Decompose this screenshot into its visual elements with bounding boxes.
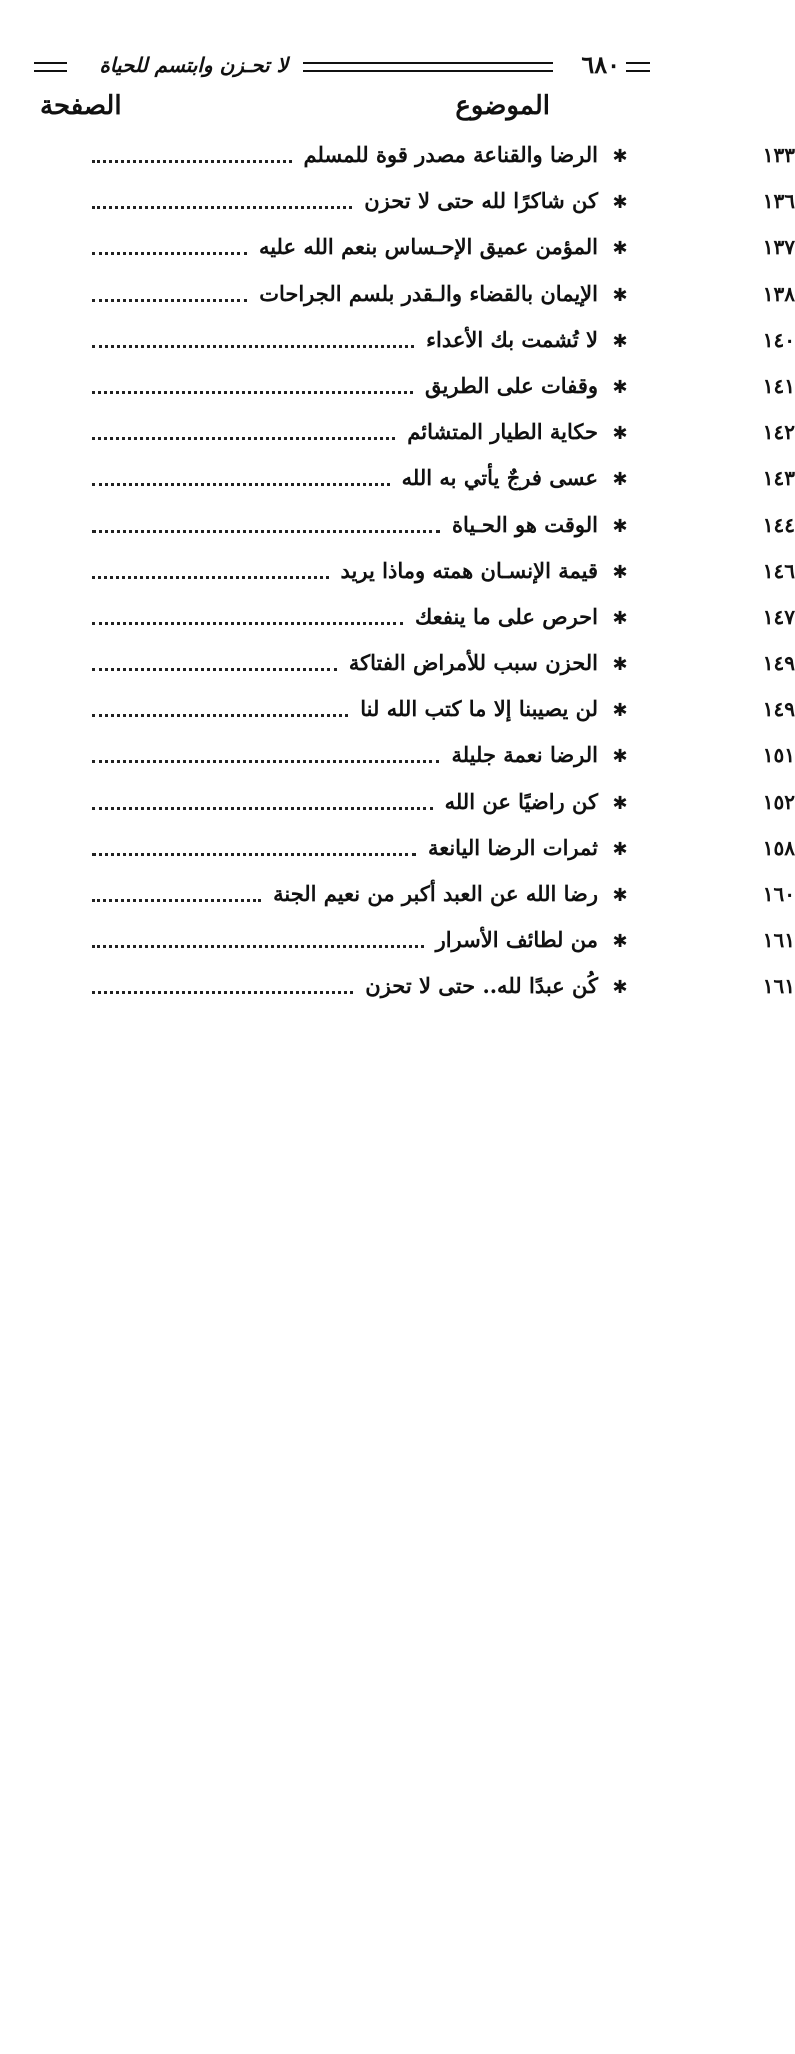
toc-entry-page-number: ١٣٦ bbox=[762, 189, 795, 214]
asterisk-bullet-icon: ✱ bbox=[612, 654, 628, 676]
asterisk-bullet-icon: ✱ bbox=[612, 607, 628, 629]
toc-entry-title: الوقت هو الحـياة bbox=[452, 511, 598, 537]
toc-entry bbox=[40, 594, 795, 640]
toc-entry bbox=[40, 455, 795, 501]
toc-entry bbox=[40, 732, 795, 778]
toc-entry bbox=[40, 548, 795, 594]
toc-entry bbox=[40, 317, 795, 363]
toc-entry-title: حكاية الطيار المتشائم bbox=[407, 419, 598, 445]
asterisk-bullet-icon: ✱ bbox=[612, 838, 628, 860]
asterisk-bullet-icon: ✱ bbox=[612, 792, 628, 814]
asterisk-bullet-icon: ✱ bbox=[612, 561, 628, 583]
asterisk-bullet-icon: ✱ bbox=[612, 885, 628, 906]
asterisk-bullet-icon: ✱ bbox=[612, 700, 628, 722]
asterisk-bullet-icon: ✱ bbox=[612, 192, 628, 214]
toc-entry-page-number: ١٤٢ bbox=[762, 420, 795, 445]
toc-entry bbox=[40, 640, 795, 686]
toc-entry-page-number: ١٥٢ bbox=[762, 789, 795, 814]
toc-entry-page-number: ١٦١ bbox=[762, 974, 795, 999]
toc-entry bbox=[40, 871, 795, 917]
toc-entry-page-number: ١٤٩ bbox=[762, 697, 795, 722]
page-number: ٦٨٠ bbox=[581, 50, 620, 79]
table-of-contents bbox=[40, 132, 795, 1010]
toc-entry bbox=[40, 686, 795, 732]
toc-entry-title: رضا الله عن العبد أكبر من نعيم الجنة bbox=[273, 881, 598, 906]
toc-entry bbox=[40, 224, 795, 270]
header-rule bbox=[34, 62, 67, 72]
toc-entry-page-number: ١٤٩ bbox=[762, 651, 795, 676]
asterisk-bullet-icon: ✱ bbox=[612, 515, 628, 537]
asterisk-bullet-icon: ✱ bbox=[612, 238, 628, 260]
toc-entry bbox=[40, 132, 795, 178]
toc-entry-page-number: ١٤١ bbox=[762, 373, 795, 398]
toc-entry-page-number: ١٣٨ bbox=[762, 281, 795, 306]
book-title: لا تحـزن وابتسم للحياة bbox=[99, 53, 288, 77]
asterisk-bullet-icon: ✱ bbox=[612, 284, 628, 306]
toc-entry-page-number: ١٣٣ bbox=[762, 143, 795, 167]
toc-entry-page-number: ١٤٦ bbox=[762, 558, 795, 583]
running-header bbox=[30, 50, 650, 80]
toc-entry-title: كن شاكرًا لله حتى لا تحزن bbox=[364, 188, 598, 214]
toc-entry bbox=[40, 502, 795, 548]
toc-entry-title: لن يصيبنا إلا ما كتب الله لنا bbox=[360, 696, 598, 722]
toc-entry-title: الحزن سبب للأمراض الفتاكة bbox=[348, 650, 598, 676]
toc-entry bbox=[40, 409, 795, 455]
toc-entry-title: قيمة الإنسـان همته وماذا يريد bbox=[340, 557, 598, 583]
toc-entry bbox=[40, 363, 795, 409]
toc-entry bbox=[40, 779, 795, 825]
asterisk-bullet-icon: ✱ bbox=[612, 931, 628, 953]
toc-entry-page-number: ١٤٠ bbox=[762, 327, 795, 352]
toc-entry-page-number: ١٥٨ bbox=[762, 835, 795, 860]
toc-entry bbox=[40, 917, 795, 963]
toc-entry-title: من لطائف الأسرار bbox=[435, 927, 598, 953]
asterisk-bullet-icon: ✱ bbox=[612, 977, 628, 999]
toc-entry-title: كُن عبدًا لله.. حتى لا تحزن bbox=[365, 973, 598, 999]
page-column-heading: الصفحة bbox=[40, 91, 122, 121]
asterisk-bullet-icon: ✱ bbox=[612, 423, 628, 445]
toc-entry-title: الإيمان بالقضاء والـقدر بلسم الجراحات bbox=[259, 280, 598, 306]
toc-entry-page-number: ١٣٧ bbox=[762, 235, 795, 260]
toc-entry-title: المؤمن عميق الإحـساس بنعم الله عليه bbox=[258, 234, 598, 260]
toc-entry-title: كن راضيًا عن الله bbox=[444, 788, 598, 814]
asterisk-bullet-icon: ✱ bbox=[612, 469, 628, 491]
asterisk-bullet-icon: ✱ bbox=[612, 330, 628, 352]
header-rule bbox=[303, 62, 553, 72]
asterisk-bullet-icon: ✱ bbox=[612, 376, 628, 398]
toc-entry bbox=[40, 963, 795, 1009]
toc-entry-page-number: ١٤٣ bbox=[762, 466, 795, 491]
toc-entry-page-number: ١٤٧ bbox=[762, 604, 795, 629]
toc-entry-title: عسى فرجٌ يأتي به الله bbox=[401, 465, 598, 491]
asterisk-bullet-icon: ✱ bbox=[612, 146, 628, 167]
toc-entry-title: لا تُشمت بك الأعداء bbox=[426, 326, 598, 352]
toc-entry-title: احرص على ما ينفعك bbox=[415, 603, 598, 629]
asterisk-bullet-icon: ✱ bbox=[612, 746, 628, 768]
toc-entry-title: ثمرات الرضا اليانعة bbox=[427, 834, 598, 860]
header-rule bbox=[626, 62, 650, 72]
topic-column-heading: الموضوع bbox=[455, 91, 550, 121]
toc-entry bbox=[40, 271, 795, 317]
toc-entry-title: الرضا نعمة جليلة bbox=[451, 742, 598, 768]
toc-entry bbox=[40, 178, 795, 224]
toc-entry-title: وقفات على الطريق bbox=[425, 372, 598, 398]
toc-entry-page-number: ١٦٠ bbox=[762, 882, 795, 906]
toc-entry bbox=[40, 825, 795, 871]
toc-entry-page-number: ١٦١ bbox=[762, 928, 795, 953]
toc-entry-title: الرضا والقناعة مصدر قوة للمسلم bbox=[303, 142, 598, 167]
toc-entry-page-number: ١٥١ bbox=[762, 743, 795, 768]
toc-entry-page-number: ١٤٤ bbox=[762, 512, 795, 537]
